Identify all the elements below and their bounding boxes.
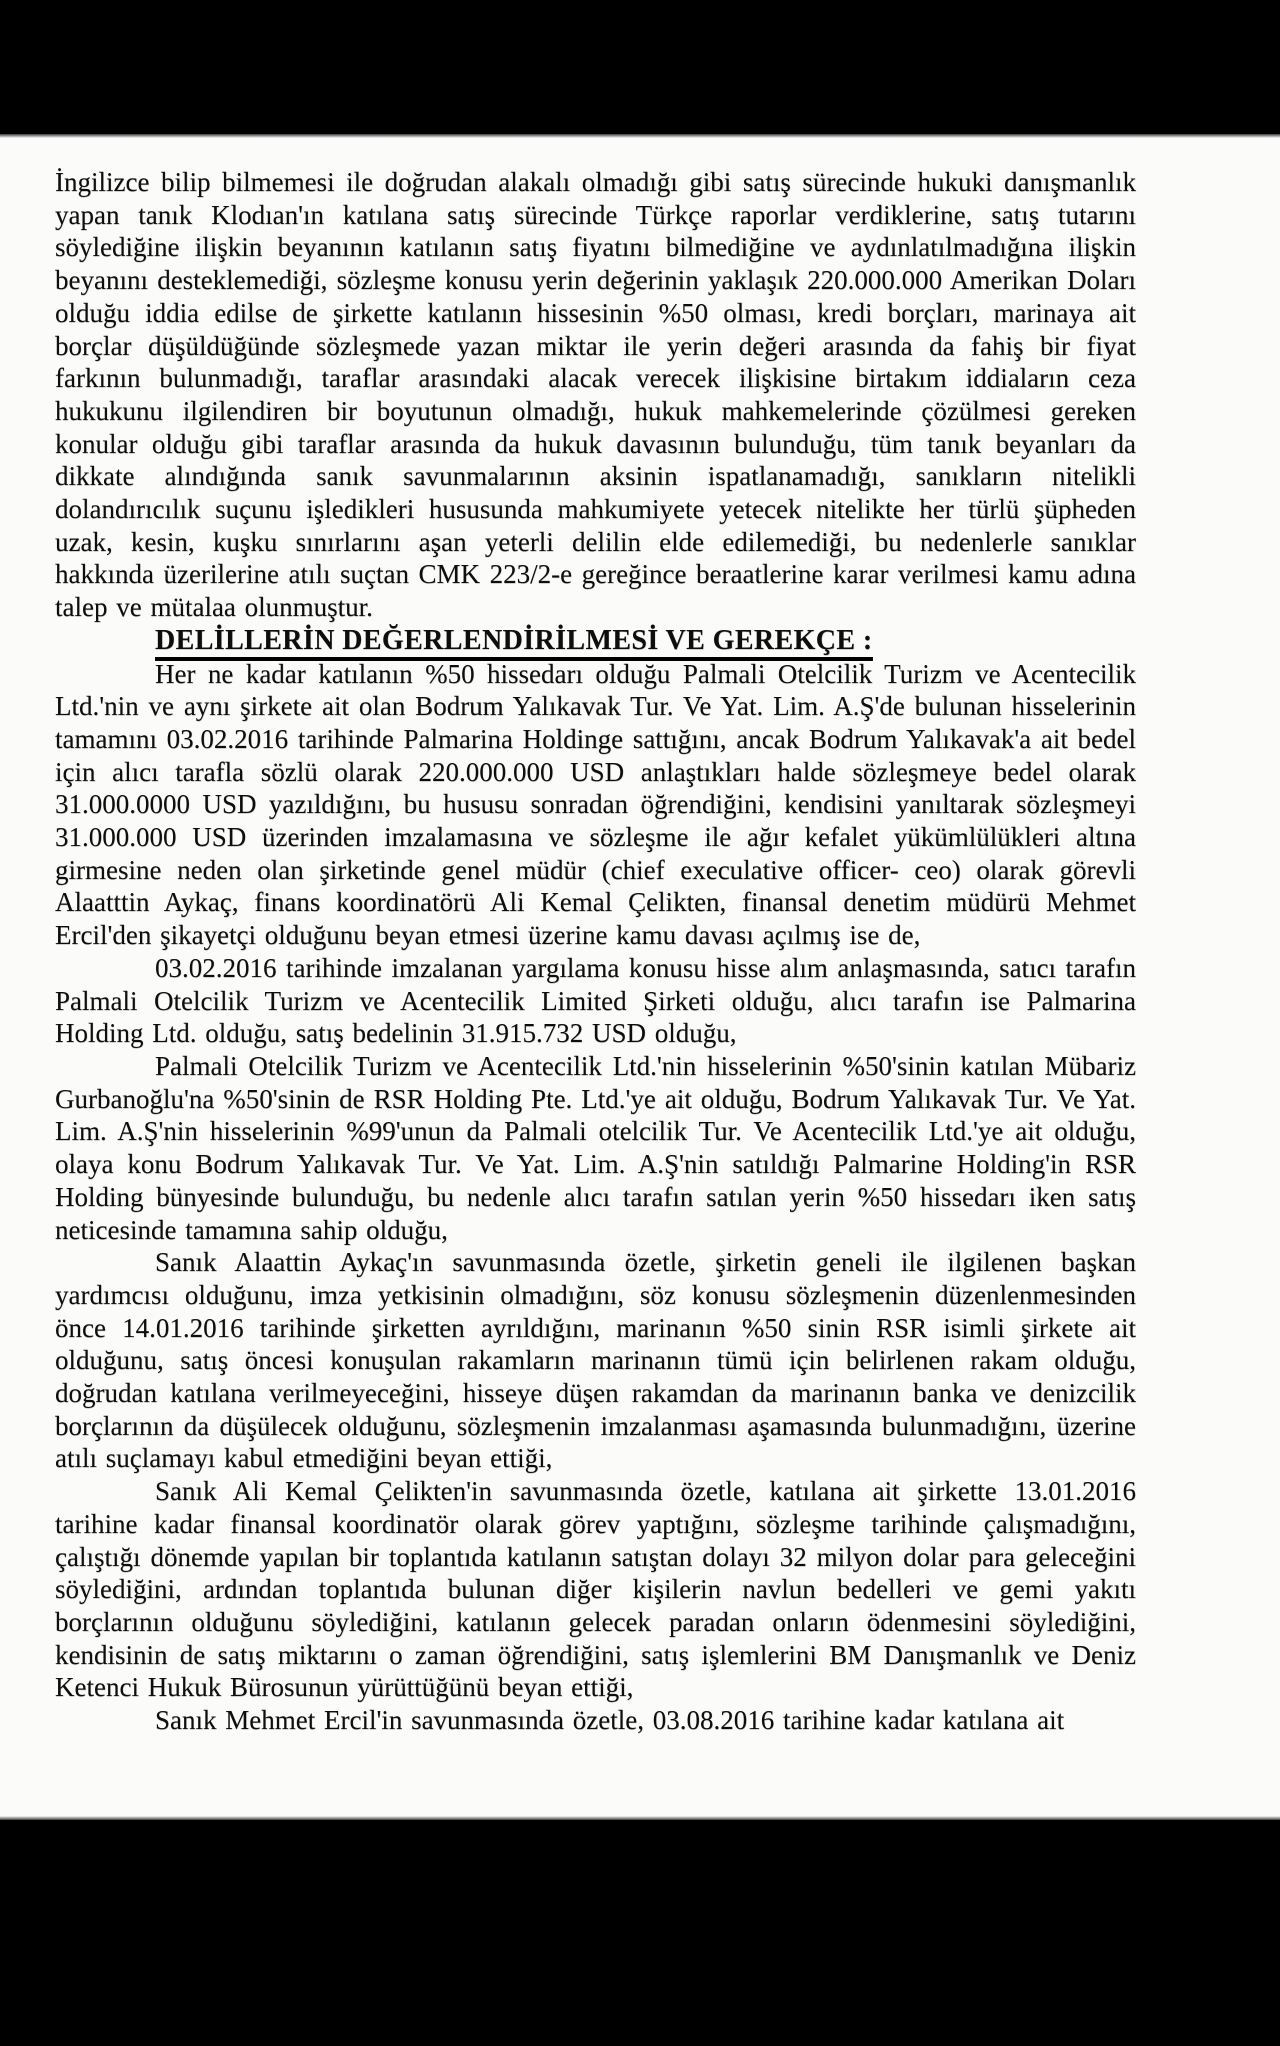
body-paragraph: 03.02.2016 tarihinde imzalanan yargılama konusu hisse alım anlaşmasında, satıcı tarafın Palmali Otelcilik Turizm ve Acentecilik Limited Şirketi olduğu, alıcı tarafın ise Palmarina Holding Ltd. olduğu, satış bedelinin 31.915.732 USD olduğu, [55,952,1136,1049]
letterbox-top [0,0,1280,134]
continuation-paragraph: İngilizce bilip bilmemesi ile doğrudan alakalı olmadığı gibi satış sürecinde hukuki danışmanlık yapan tanık Klodıan'ın katılana satış sürecinde Türkçe raporlar verdiklerine, satış tutarını söylediğine ilişkin beyanının katılanın satış fiyatını bilmediğine ve aydınlatılmadığına ilişkin beyanını desteklemediği, sözleşme konusu yerin değerinin yaklaşık 220.000.000 Amerikan Doları olduğu iddia edilse de şirkette katılanın hissesinin %50 olması, kredi borçları, marinaya ait borçlar düşüldüğünde sözleşmede yazan miktar ile yerin değeri arasında da fahiş bir fiyat farkının bulunmadığı, taraflar arasındaki alacak verecek ilişkisine birtakım iddiaların ceza hukukunu ilgilendiren bir boyutunun olmadığı, hukuk mahkemelerinde çözülmesi gereken konular olduğu gibi taraflar arasında da hukuk davasının bulunduğu, tüm tanık beyanları da dikkate alındığında sanık savunmalarının aksinin ispatlanamadığı, sanıkların nitelikli dolandırıcılık suçunu işledikleri hususunda mahkumiyete yetecek nitelikte her türlü şüpheden uzak, kesin, kuşku sınırlarını aşan yeterli delilin elde edilemediği, bu nedenlerle sanıklar hakkında üzerilerine atılı suçtan CMK 223/2-e gereğince beraatlerine karar verilmesi kamu adına talep ve mütalaa olunmuştur. [55,167,1136,623]
body-paragraph: Sanık Alaattin Aykaç'ın savunmasında özetle, şirketin geneli ile ilgilenen başkan yardımcısı olduğunu, imza yetkisinin olmadığını, söz konusu sözleşmenin düzenlenmesinden önce 14.01.2016 tarihinde şirketten ayrıldığını, marinanın %50 sinin RSR isimli şirkete ait olduğunu, satış öncesi konuşulan rakamların marinanın tümü için belirlenen rakam olduğu, doğrudan katılana verilmeyeceğini, hisseye düşen rakamdan da marinanın banka ve denizcilik borçlarının da düşülecek olduğunu, sözleşmenin imzalanması aşamasında bulunmadığını, üzerine atılı suçlamayı kabul etmediğini beyan ettiği, [55,1247,1136,1474]
document-page [0,134,1280,1820]
body-paragraph: Palmali Otelcilik Turizm ve Acentecilik Ltd.'nin hisselerinin %50'sinin katılan Mübariz Gurbanoğlu'na %50'sinin de RSR Holding Pte. Ltd.'ye ait olduğu, Bodrum Yalıkavak Tur. Ve Yat. Lim. A.Ş'nin hisselerinin %99'unun da Palmali otelcilik Tur. Ve Acentecilik Ltd.'ye ait olduğu, olaya konu Bodrum Yalıkavak Tur. Ve Yat. Lim. A.Ş'nin satıldığı Palmarine Holding'in RSR Holding bünyesinde bulunduğu, bu nedenle alıcı tarafın satılan yerin %50 hissedarı iken satış neticesinde tamamına sahip olduğu, [55,1050,1136,1245]
body-paragraph: Sanık Ali Kemal Çelikten'in savunmasında özetle, katılana ait şirkette 13.01.2016 tarihine kadar finansal koordinatör olarak görev yaptığını, sözleşme tarihinde çalışmadığını, çalıştığı dönemde yapılan bir toplantıda katılanın satıştan dolayı 32 milyon dolar para geleceğini söylediğini, ardından toplantıda bulunan diğer kişilerin navlun bedelleri ve gemi yakıtı borçlarının olduğunu söylediğini, katılanın gelecek paradan onların ödenmesini söylediğini, kendisinin de satış miktarını o zaman öğrendiğini, satış işlemlerini BM Danışmanlık ve Deniz Ketenci Hukuk Bürosunun yürüttüğünü beyan ettiği, [55,1476,1136,1703]
section-heading-text: DELİLLERİN DEĞERLENDİRİLMESİ VE GEREKÇE : [155,625,873,661]
letterbox-bottom [0,1820,1280,2046]
body-paragraph: Her ne kadar katılanın %50 hissedarı olduğu Palmali Otelcilik Turizm ve Acentecilik Ltd.'nin ve aynı şirkete ait olan Bodrum Yalıkavak Tur. Ve Yat. Lim. A.Ş'de bulunan hisselerinin tamamını 03.02.2016 tarihinde Palmarina Holdinge sattığını, ancak Bodrum Yalıkavak'a ait bedel için alıcı tarafla sözlü olarak 220.000.000 USD anlaştıkları halde sözleşmeye bedel olarak 31.000.0000 USD yazıldığını, bu hususu sonradan öğrendiğini, kendisini yanıltarak sözleşmeyi 31.000.000 USD üzerinden imzalamasına ve sözleşme ile ağır kefalet yükümlülükleri altına girmesine neden olan şirketinde genel müdür (chief execulative officer- ceo) olarak görevli Alaatttin Aykaç, finans koordinatörü Ali Kemal Çelikten, finansal denetim müdürü Mehmet Ercil'den şikayetçi olduğunu beyan etmesi üzerine kamu davası açılmış ise de, [55,658,1136,951]
section-heading [55,624,1136,658]
body-paragraph: Sanık Mehmet Ercil'in savunmasında özetle, 03.08.2016 tarihine kadar katılana ait [155,1705,1065,1736]
